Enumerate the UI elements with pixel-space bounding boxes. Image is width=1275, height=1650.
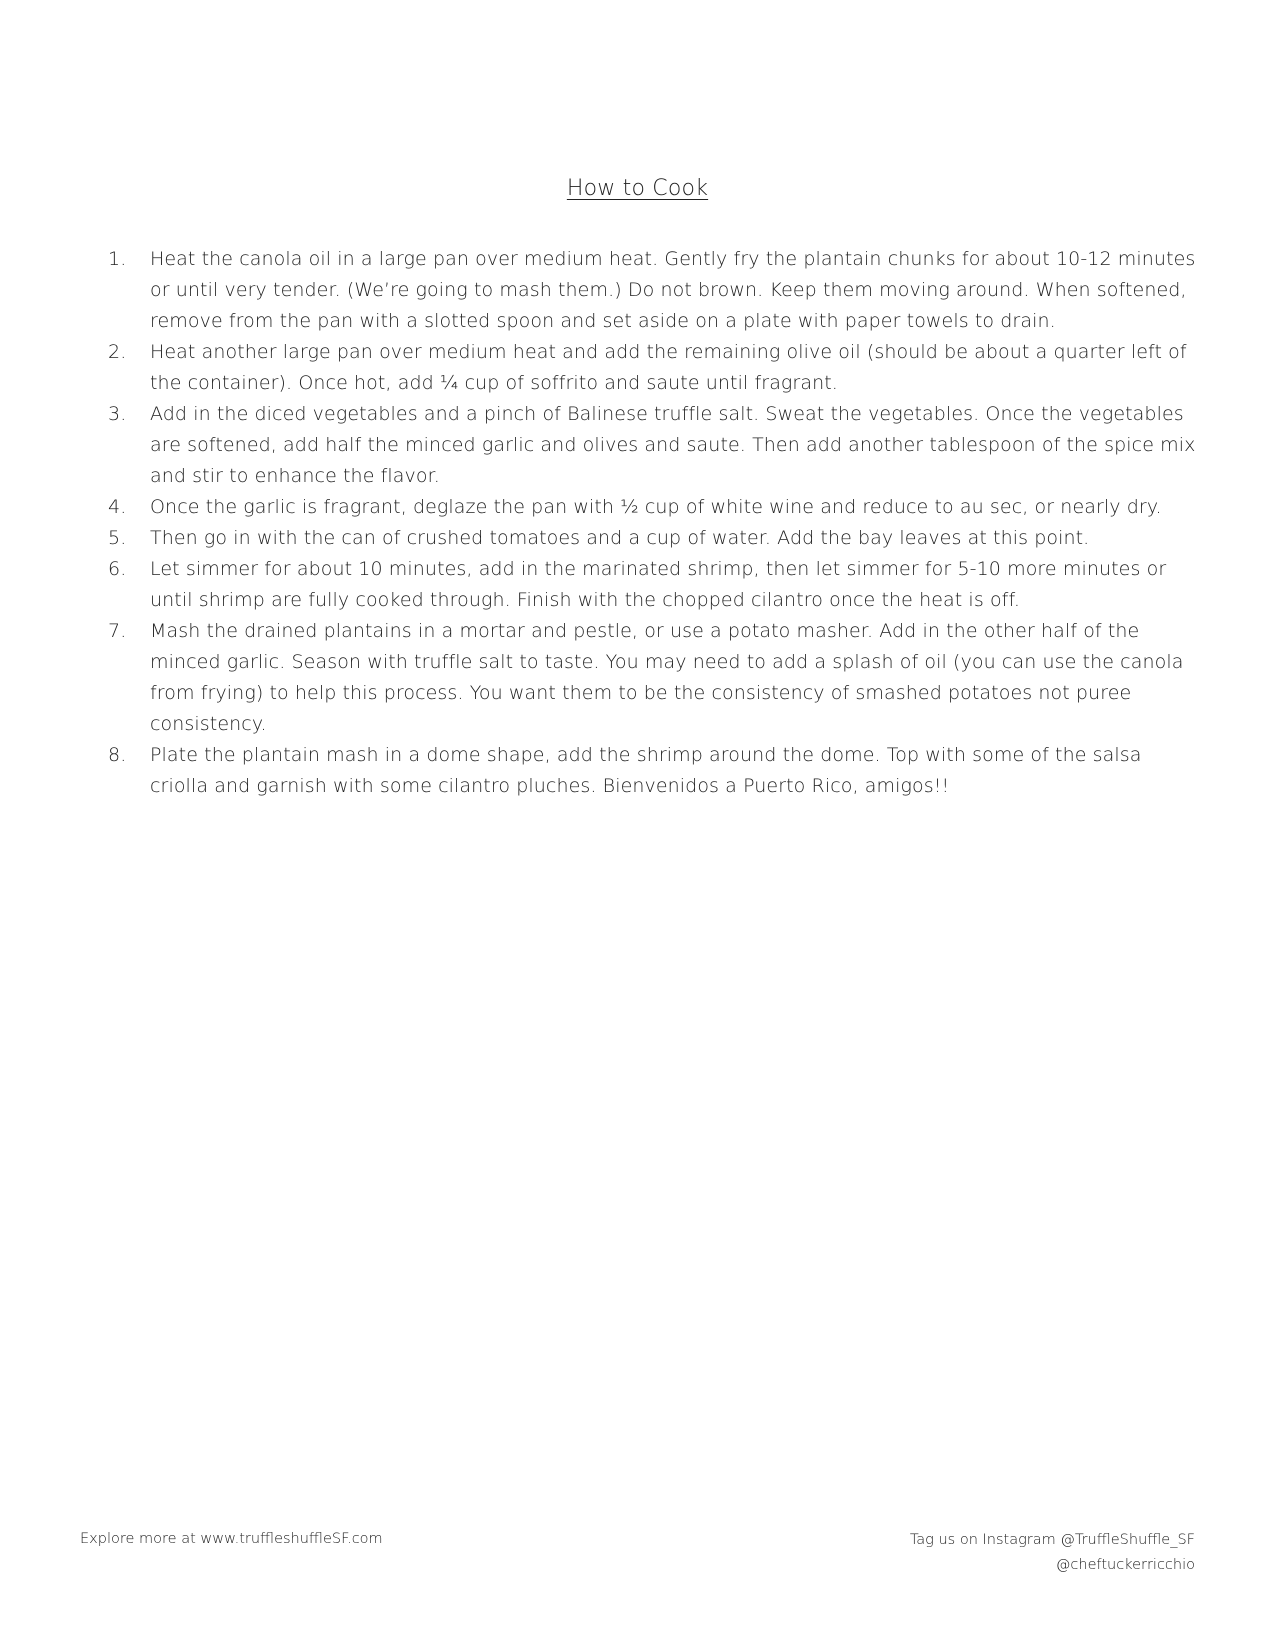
step-text: Heat the canola oil in a large pan over medium heat. Gently fry the plantain chunks for about 10-12 minutes or until very tender. (We’re going to mash them.) Do not brown. Keep them moving around. When softened, remove from the pan with a slotted spoon and set aside on a plate with paper towels to drain. [150,248,1196,332]
step-item [108,492,1198,523]
step-text: Add in the diced vegetables and a pinch of Balinese truffle salt. Sweat the vegetables. Once the vegetables are softened, add half the minced garlic and olives and saute. Then add another tablespoon of the spice mix and stir to enhance the flavor. [150,403,1196,487]
step-item [108,244,1198,337]
step-item [108,740,1198,802]
step-item [108,523,1198,554]
step-number: 3. [108,403,127,425]
step-number: 7. [108,620,127,642]
step-number: 6. [108,558,127,580]
footer-instagram-text: Tag us on Instagram @TruffleShuffle_SF [909,1532,1195,1548]
step-text: Then go in with the can of crushed tomatoes and a cup of water. Add the bay leaves at this point. [150,527,1090,549]
cooking-steps-list [108,244,1198,802]
footer-social [910,1528,1195,1578]
step-item [108,616,1198,740]
step-number: 2. [108,341,127,363]
step-number: 4. [108,496,127,518]
footer-website-text: Explore more at www.truffleshuffleSF.com [80,1531,383,1547]
step-item [108,337,1198,399]
step-number: 8. [108,744,127,766]
step-number: 1. [108,248,127,270]
step-number: 5. [108,527,127,549]
step-text: Mash the drained plantains in a mortar and pestle, or use a potato masher. Add in the other half of the minced garlic. Season with truffle salt to taste. You may need to add a splash of oil (you can use the canola from frying) to help this process. You want them to be the consistency of smashed potatoes not puree consistency. [150,620,1184,735]
footer-chef-handle: @cheftuckerricchio [1055,1557,1195,1573]
step-item [108,554,1198,616]
page-title: How to Cook [566,176,709,201]
step-text: Heat another large pan over medium heat and add the remaining olive oil (should be about a quarter left of the container). Once hot, add ¼ cup of soffrito and saute until fragrant. [150,341,1187,394]
step-item [108,399,1198,492]
step-text: Let simmer for about 10 minutes, add in the marinated shrimp, then let simmer for 5-10 more minutes or until shrimp are fully cooked through. Finish with the chopped cilantro once the heat is off. [150,558,1167,611]
step-text: Once the garlic is fragrant, deglaze the pan with ½ cup of white wine and reduce to au sec, or nearly dry. [150,496,1162,518]
step-text: Plate the plantain mash in a dome shape, add the shrimp around the dome. Top with some of the salsa criolla and garnish with some cilantro pluches. Bienvenidos a Puerto Rico, amigos!! [150,744,1142,797]
